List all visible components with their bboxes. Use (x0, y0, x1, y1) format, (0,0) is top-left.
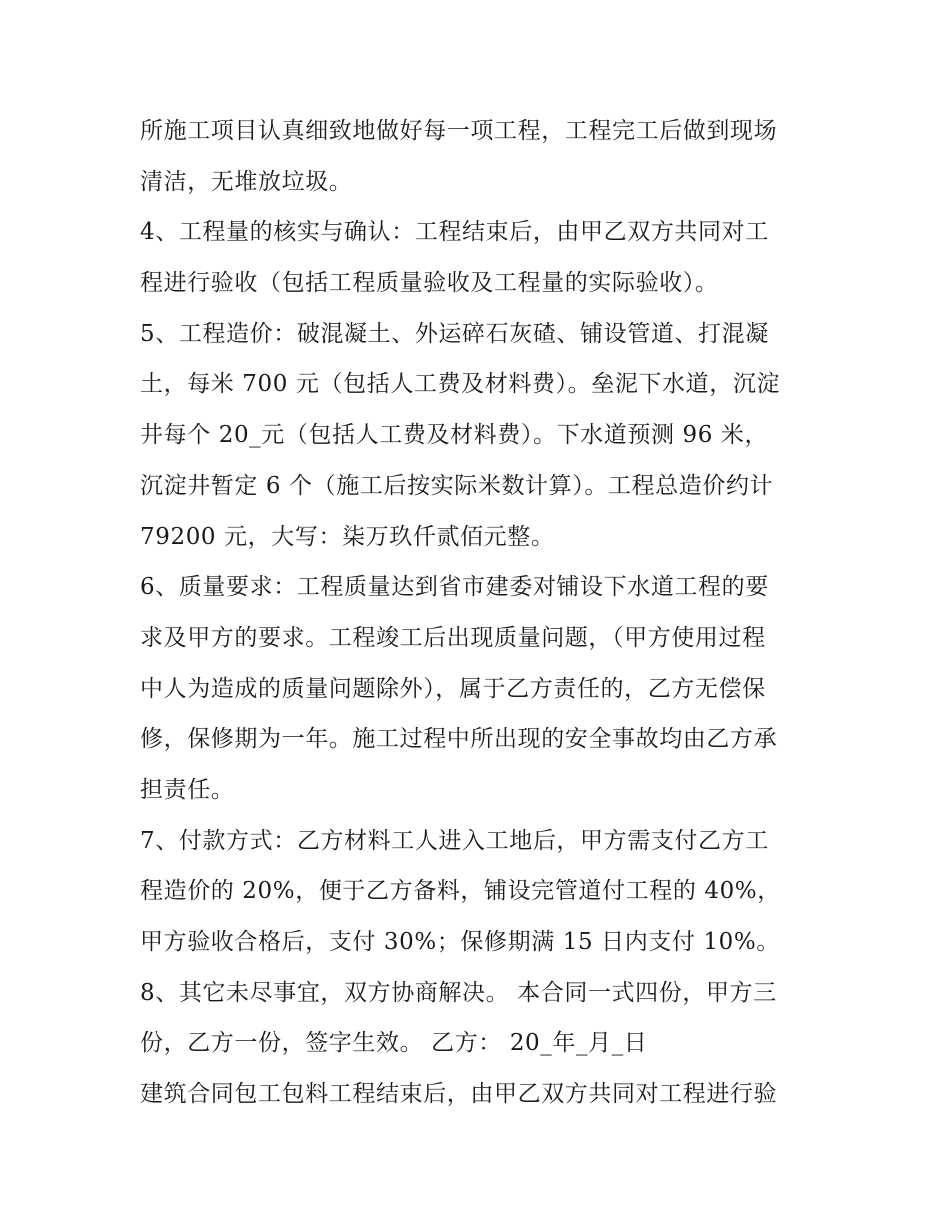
clause-4-line-1: 4、工程量的核实与确认：工程结束后，由甲乙双方共同对工 (140, 219, 769, 246)
contract-text-body (140, 106, 830, 1120)
clause-5-line-3: 井每个 20_元（包括人工费及材料费）。下水道预测 96 米， (140, 422, 769, 449)
clause-5-line-2: 土，每米 700 元（包括人工费及材料费）。垒泥下水道，沉淀 (140, 371, 781, 398)
clause-8-line-2: 份，乙方一份，签字生效。 乙方： 20_年_月_日 (140, 1030, 648, 1057)
next-section-line-1: 建筑合同包工包料工程结束后，由甲乙双方共同对工程进行验 (140, 1081, 778, 1108)
clause-4-line-2: 程进行验收（包括工程质量验收及工程量的实际验收）。 (140, 270, 719, 297)
clause-6-line-5: 担责任。 (140, 776, 235, 803)
clause-5-line-1: 5、工程造价：破混凝土、外运碎石灰碴、铺设管道、打混凝 (140, 320, 769, 347)
text-line-1: 所施工项目认真细致地做好每一项工程，工程完工后做到现场 (140, 118, 778, 144)
clause-7-line-3: 甲方验收合格后，支付 30%；保修期满 15 日内支付 10%。 (140, 929, 780, 955)
clause-7-line-1: 7、付款方式：乙方材料工人进入工地后，甲方需支付乙方工 (140, 827, 769, 854)
clause-6-line-4: 修，保修期为一年。施工过程中所出现的安全事故均由乙方承 (140, 726, 778, 753)
clause-6-line-1: 6、质量要求：工程质量达到省市建委对铺设下水道工程的要 (140, 574, 769, 601)
clause-8-line-1: 8、其它未尽事宜，双方协商解决。 本合同一式四份，甲方三 (140, 979, 777, 1006)
clause-5-line-4: 沉淀井暂定 6 个（施工后按实际米数计算）。工程总造价约计 (140, 472, 774, 499)
clause-6-line-2: 求及甲方的要求。工程竣工后出现质量问题，（甲方使用过程 (140, 624, 766, 651)
clause-5-line-5: 79200 元，大写：柒万玖仟贰佰元整。 (140, 523, 555, 550)
clause-7-line-2: 程造价的 20%，便于乙方备料，铺设完管道付工程的 40%， (140, 878, 781, 905)
text-line-2: 清洁，无堆放垃圾。 (140, 168, 353, 195)
clause-6-line-3: 中人为造成的质量问题除外），属于乙方责任的，乙方无偿保 (140, 675, 766, 702)
